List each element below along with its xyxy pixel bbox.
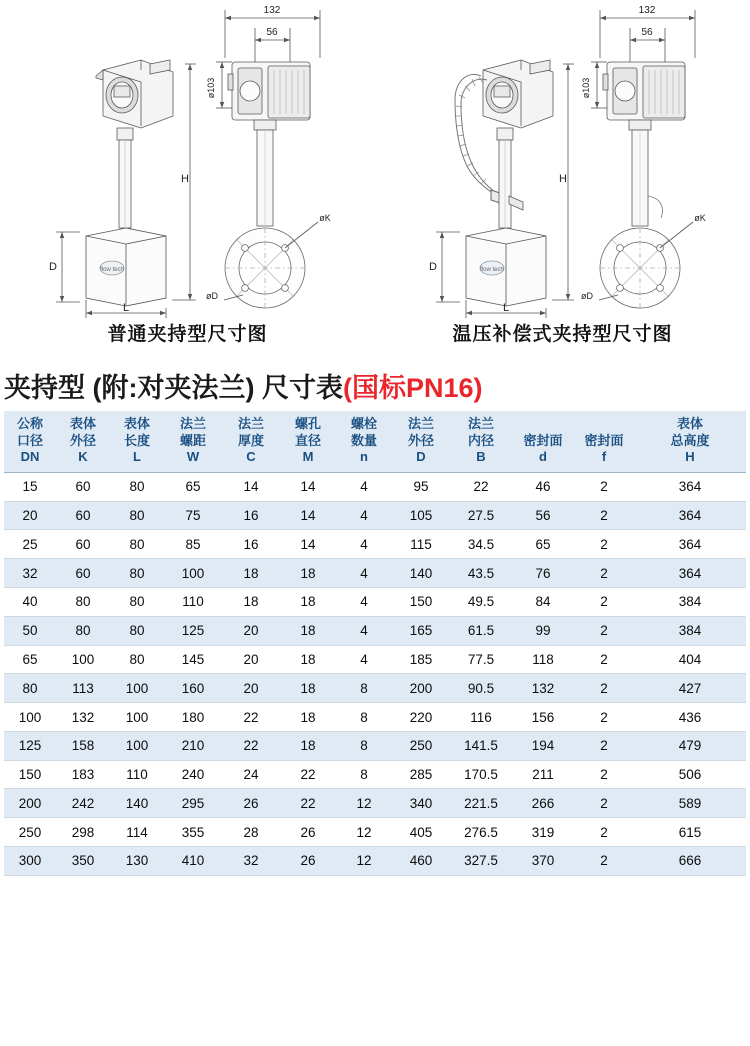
table-row — [4, 703, 746, 732]
table-cell: 327.5 — [450, 847, 512, 876]
table-cell: 27.5 — [450, 501, 512, 530]
table-cell: 410 — [164, 847, 222, 876]
table-cell: 8 — [336, 703, 392, 732]
table-cell: 75 — [164, 501, 222, 530]
table-cell: 80 — [56, 588, 110, 617]
table-cell: 99 — [512, 616, 574, 645]
table-cell: 100 — [56, 645, 110, 674]
table-cell: 200 — [4, 789, 56, 818]
table-row — [4, 616, 746, 645]
table-cell: 8 — [336, 760, 392, 789]
table-cell: 118 — [512, 645, 574, 674]
table-cell: 28 — [222, 818, 280, 847]
table-cell: 2 — [574, 703, 634, 732]
table-cell: 80 — [110, 616, 164, 645]
table-cell: 15 — [4, 472, 56, 501]
table-cell: 2 — [574, 559, 634, 588]
table-cell: 12 — [336, 818, 392, 847]
table-cell: 404 — [634, 645, 746, 674]
table-cell: 22 — [222, 703, 280, 732]
dim-k-right: øK — [694, 213, 706, 223]
table-cell: 2 — [574, 530, 634, 559]
table-cell: 4 — [336, 588, 392, 617]
table-cell: 295 — [164, 789, 222, 818]
table-cell: 80 — [4, 674, 56, 703]
table-cell: 76 — [512, 559, 574, 588]
table-cell: 110 — [110, 760, 164, 789]
table-row — [4, 645, 746, 674]
dim-d-left: D — [49, 261, 57, 273]
table-row — [4, 731, 746, 760]
dim-h-left: H — [181, 173, 189, 185]
table-cell: 211 — [512, 760, 574, 789]
table-cell: 221.5 — [450, 789, 512, 818]
table-cell: 2 — [574, 472, 634, 501]
table-cell: 364 — [634, 530, 746, 559]
table-cell: 2 — [574, 760, 634, 789]
th-l: 表体 长度 L — [110, 411, 164, 472]
table-cell: 18 — [280, 703, 336, 732]
table-cell: 666 — [634, 847, 746, 876]
table-cell: 427 — [634, 674, 746, 703]
caption-standard-clamp: 普通夹持型尺寸图 — [107, 324, 268, 345]
table-cell: 100 — [110, 674, 164, 703]
table-cell: 26 — [222, 789, 280, 818]
table-cell: 60 — [56, 530, 110, 559]
table-cell: 77.5 — [450, 645, 512, 674]
table-cell: 200 — [392, 674, 450, 703]
table-cell: 436 — [634, 703, 746, 732]
table-cell: 14 — [222, 472, 280, 501]
table-cell: 50 — [4, 616, 56, 645]
table-cell: 2 — [574, 645, 634, 674]
table-cell: 65 — [164, 472, 222, 501]
table-cell: 364 — [634, 559, 746, 588]
th-n: 螺栓 数量 n — [336, 411, 392, 472]
th-dn: 公称 口径 DN — [4, 411, 56, 472]
table-cell: 18 — [222, 559, 280, 588]
table-cell: 34.5 — [450, 530, 512, 559]
table-cell: 12 — [336, 847, 392, 876]
table-cell: 2 — [574, 789, 634, 818]
table-row — [4, 588, 746, 617]
drawing-temp-pressure-clamp — [375, 0, 750, 360]
table-cell: 156 — [512, 703, 574, 732]
dim-top-width-right: 132 — [638, 5, 656, 16]
table-cell: 16 — [222, 530, 280, 559]
table-cell: 16 — [222, 501, 280, 530]
table-cell: 113 — [56, 674, 110, 703]
table-cell: 25 — [4, 530, 56, 559]
table-cell: 60 — [56, 559, 110, 588]
table-cell: 80 — [110, 530, 164, 559]
table-cell: 105 — [392, 501, 450, 530]
caption-temp-pressure-clamp: 温压补偿式夹持型尺寸图 — [452, 324, 673, 345]
table-cell: 80 — [110, 559, 164, 588]
table-cell: 4 — [336, 559, 392, 588]
table-cell: 140 — [110, 789, 164, 818]
table-cell: 2 — [574, 588, 634, 617]
table-cell: 460 — [392, 847, 450, 876]
table-cell: 141.5 — [450, 731, 512, 760]
table-cell: 2 — [574, 501, 634, 530]
table-cell: 110 — [164, 588, 222, 617]
table-cell: 114 — [110, 818, 164, 847]
table-cell: 80 — [110, 588, 164, 617]
table-cell: 60 — [56, 472, 110, 501]
table-cell: 370 — [512, 847, 574, 876]
table-cell: 18 — [280, 645, 336, 674]
table-cell: 100 — [4, 703, 56, 732]
table-cell: 158 — [56, 731, 110, 760]
table-cell: 100 — [164, 559, 222, 588]
table-cell: 8 — [336, 674, 392, 703]
table-cell: 18 — [280, 559, 336, 588]
table-cell: 85 — [164, 530, 222, 559]
th-d: 法兰 外径 D — [392, 411, 450, 472]
table-cell: 384 — [634, 588, 746, 617]
table-cell: 210 — [164, 731, 222, 760]
table-cell: 65 — [4, 645, 56, 674]
dim-l-right: L — [502, 302, 510, 314]
th-b: 法兰 内径 B — [450, 411, 512, 472]
dim-diameter-right: ø103 — [581, 77, 591, 99]
table-cell: 116 — [450, 703, 512, 732]
table-cell: 132 — [56, 703, 110, 732]
table-cell: 90.5 — [450, 674, 512, 703]
table-cell: 84 — [512, 588, 574, 617]
table-cell: 364 — [634, 501, 746, 530]
table-cell: 20 — [222, 645, 280, 674]
table-cell: 140 — [392, 559, 450, 588]
table-body — [4, 472, 746, 875]
table-cell: 4 — [336, 616, 392, 645]
th-h: 表体 总高度 H — [634, 411, 746, 472]
table-cell: 4 — [336, 501, 392, 530]
th-c: 法兰 厚度 C — [222, 411, 280, 472]
table-cell: 506 — [634, 760, 746, 789]
table-cell: 80 — [110, 645, 164, 674]
table-cell: 2 — [574, 674, 634, 703]
th-m: 螺孔 直径 M — [280, 411, 336, 472]
drawing-standard-clamp-svg — [0, 0, 375, 360]
table-cell: 56 — [512, 501, 574, 530]
table-cell: 60 — [56, 501, 110, 530]
table-cell: 61.5 — [450, 616, 512, 645]
table-row — [4, 501, 746, 530]
dim-diameter-left: ø103 — [206, 77, 216, 99]
table-cell: 95 — [392, 472, 450, 501]
table-row — [4, 760, 746, 789]
table-cell: 340 — [392, 789, 450, 818]
table-cell: 2 — [574, 847, 634, 876]
table-cell: 12 — [336, 789, 392, 818]
table-cell: 266 — [512, 789, 574, 818]
table-row — [4, 789, 746, 818]
table-cell: 4 — [336, 645, 392, 674]
table-cell: 298 — [56, 818, 110, 847]
table-cell: 80 — [56, 616, 110, 645]
table-cell: 49.5 — [450, 588, 512, 617]
table-cell: 125 — [164, 616, 222, 645]
drawing-standard-clamp — [0, 0, 375, 360]
table-cell: 185 — [392, 645, 450, 674]
table-cell: 242 — [56, 789, 110, 818]
table-cell: 14 — [280, 530, 336, 559]
th-w: 法兰 螺距 W — [164, 411, 222, 472]
dim-od-right: øD — [581, 291, 593, 301]
table-cell: 80 — [110, 501, 164, 530]
table-cell: 165 — [392, 616, 450, 645]
table-cell: 18 — [222, 588, 280, 617]
table-cell: 22 — [280, 760, 336, 789]
table-cell: 2 — [574, 731, 634, 760]
dim-top-inner-left: 56 — [266, 27, 278, 38]
page-title-standard: (国标PN16) — [342, 373, 483, 403]
table-cell: 20 — [222, 616, 280, 645]
dim-k-left: øK — [319, 213, 331, 223]
table-row — [4, 818, 746, 847]
table-cell: 194 — [512, 731, 574, 760]
table-cell: 22 — [450, 472, 512, 501]
table-cell: 8 — [336, 731, 392, 760]
th-seal-f: 密封面 f — [574, 411, 634, 472]
dim-h-right: H — [559, 173, 567, 185]
table-cell: 22 — [280, 789, 336, 818]
table-cell: 18 — [280, 588, 336, 617]
table-row — [4, 674, 746, 703]
dimension-table — [4, 411, 746, 876]
table-cell: 276.5 — [450, 818, 512, 847]
table-cell: 32 — [4, 559, 56, 588]
table-header-row — [4, 411, 746, 472]
table-cell: 20 — [222, 674, 280, 703]
table-cell: 145 — [164, 645, 222, 674]
table-row — [4, 559, 746, 588]
table-cell: 130 — [110, 847, 164, 876]
table-cell: 125 — [4, 731, 56, 760]
table-cell: 350 — [56, 847, 110, 876]
dim-d-right: D — [429, 261, 437, 273]
table-cell: 300 — [4, 847, 56, 876]
table-row — [4, 847, 746, 876]
table-cell: 319 — [512, 818, 574, 847]
table-cell: 479 — [634, 731, 746, 760]
table-cell: 615 — [634, 818, 746, 847]
table-cell: 18 — [280, 616, 336, 645]
table-cell: 405 — [392, 818, 450, 847]
table-cell: 285 — [392, 760, 450, 789]
table-cell: 32 — [222, 847, 280, 876]
table-cell: 355 — [164, 818, 222, 847]
dim-l-left: L — [122, 302, 130, 314]
dimension-drawings — [0, 0, 750, 360]
table-cell: 18 — [280, 674, 336, 703]
table-cell: 115 — [392, 530, 450, 559]
dim-od-left: øD — [206, 291, 218, 301]
table-cell: 589 — [634, 789, 746, 818]
table-cell: 22 — [222, 731, 280, 760]
table-cell: 4 — [336, 472, 392, 501]
table-cell: 20 — [4, 501, 56, 530]
table-cell: 24 — [222, 760, 280, 789]
table-cell: 240 — [164, 760, 222, 789]
table-cell: 26 — [280, 847, 336, 876]
table-cell: 250 — [4, 818, 56, 847]
table-cell: 46 — [512, 472, 574, 501]
svg-text:flow tech: flow tech — [100, 267, 124, 273]
table-row — [4, 530, 746, 559]
th-k: 表体 外径 K — [56, 411, 110, 472]
table-cell: 183 — [56, 760, 110, 789]
table-cell: 2 — [574, 616, 634, 645]
th-seal-d: 密封面 d — [512, 411, 574, 472]
table-cell: 100 — [110, 731, 164, 760]
table-cell: 14 — [280, 501, 336, 530]
svg-text:flow tech: flow tech — [480, 267, 504, 273]
dim-top-width-left: 132 — [263, 5, 281, 16]
table-cell: 132 — [512, 674, 574, 703]
page-title — [0, 360, 750, 409]
table-cell: 80 — [110, 472, 164, 501]
table-cell: 364 — [634, 472, 746, 501]
table-cell: 65 — [512, 530, 574, 559]
table-cell: 18 — [280, 731, 336, 760]
table-cell: 160 — [164, 674, 222, 703]
table-cell: 43.5 — [450, 559, 512, 588]
drawing-temp-pressure-clamp-svg — [375, 0, 750, 360]
table-cell: 26 — [280, 818, 336, 847]
table-cell: 100 — [110, 703, 164, 732]
table-cell: 180 — [164, 703, 222, 732]
table-row — [4, 472, 746, 501]
table-cell: 14 — [280, 472, 336, 501]
table-cell: 2 — [574, 818, 634, 847]
dim-top-inner-right: 56 — [641, 27, 653, 38]
table-cell: 384 — [634, 616, 746, 645]
table-cell: 170.5 — [450, 760, 512, 789]
table-cell: 4 — [336, 530, 392, 559]
table-cell: 150 — [4, 760, 56, 789]
table-cell: 150 — [392, 588, 450, 617]
table-cell: 250 — [392, 731, 450, 760]
table-cell: 40 — [4, 588, 56, 617]
page-title-main: 夹持型 (附:对夹法兰) 尺寸表 — [4, 373, 343, 403]
table-cell: 220 — [392, 703, 450, 732]
